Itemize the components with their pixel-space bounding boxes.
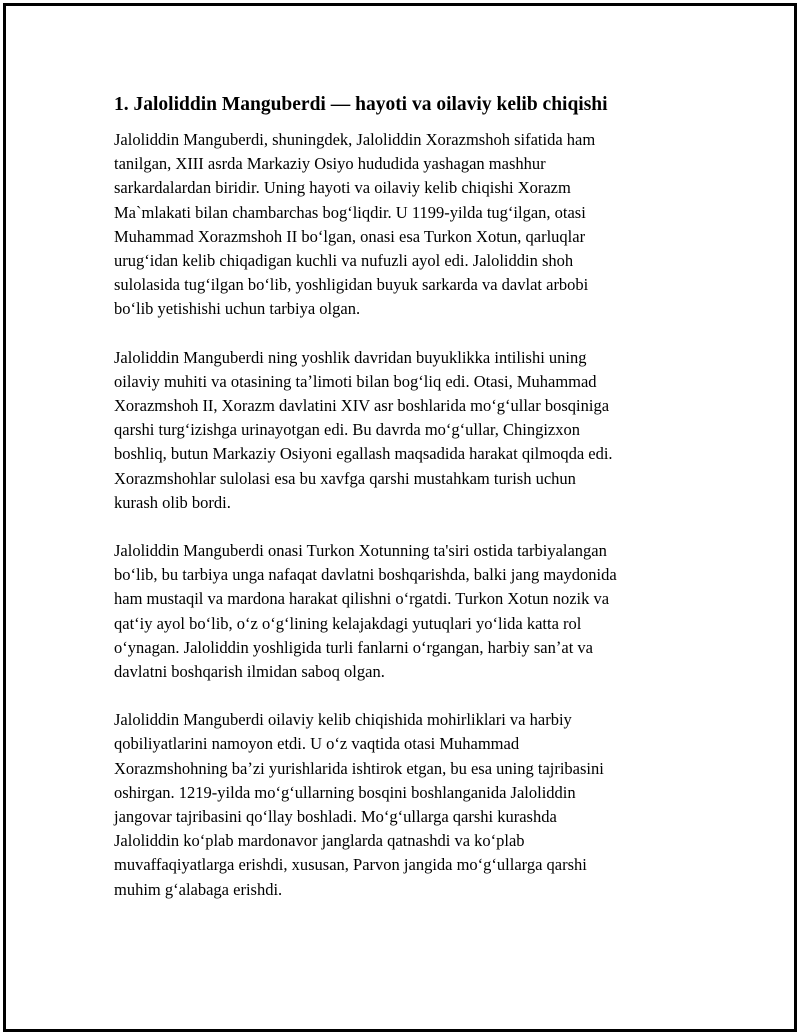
text-line: muhim gʻalabaga erishdi. (114, 879, 283, 899)
text-line: boʻlib yetishishi uchun tarbiya olgan. (114, 299, 361, 319)
text-line: Jaloliddin Manguberdi oilaviy kelib chiqishida mohirliklari va harbiy (114, 710, 572, 730)
text-line: boshliq, butun Markaziy Osiyoni egallash maqsadida harakat qilmoqda edi. (114, 444, 613, 464)
paragraph-4 (114, 708, 694, 902)
text-line: Muhammad Xorazmshoh II boʻlgan, onasi esa Turkon Xotun, qarluqlar (114, 226, 586, 246)
text-line: oʻynagan. Jaloliddin yoshligida turli fanlarni oʻrgangan, harbiy sanʼat va (114, 637, 593, 657)
text-line: ham mustaqil va mardona harakat qilishni oʻrgatdi. Turkon Xotun nozik va (114, 589, 610, 609)
text-line: boʻlib, bu tarbiya unga nafaqat davlatni boshqarishda, balki jang maydonida (114, 565, 617, 585)
text-line: tanilgan, XIII asrda Markaziy Osiyo hududida yashagan mashhur (114, 154, 546, 174)
text-line: oilaviy muhiti va otasining taʼlimoti bilan bogʻliq edi. Otasi, Muhammad (114, 371, 597, 391)
text-line: Ma`mlakati bilan chambarchas bogʻliqdir. U 1199-yilda tugʻilgan, otasi (114, 202, 586, 222)
text-line: sarkardalardan biridir. Uning hayoti va oilaviy kelib chiqishi Xorazm (114, 178, 571, 198)
text-line: Jaloliddin Manguberdi onasi Turkon Xotunning ta'siri ostida tarbiyalangan (114, 541, 607, 561)
text-line: qobiliyatlarini namoyon etdi. U oʻz vaqtida otasi Muhammad (114, 734, 520, 754)
document-body (114, 92, 694, 926)
text-line: oshirgan. 1219-yilda moʻgʻullarning bosqini boshlanganida Jaloliddin (114, 782, 576, 802)
text-line: Xorazmshohning baʼzi yurishlarida ishtirok etgan, bu esa uning tajribasini (114, 758, 604, 778)
text-line: Jaloliddin Manguberdi, shuningdek, Jaloliddin Xorazmshoh sifatida ham (114, 130, 596, 149)
paragraph-1 (114, 128, 694, 322)
text-line: urugʻidan kelib chiqadigan kuchli va nufuzli ayol edi. Jaloliddin shoh (114, 251, 574, 271)
text-line: Xorazmshohlar sulolasi esa bu xavfga qarshi mustahkam turish uchun (114, 468, 576, 488)
section-heading: 1. Jaloliddin Manguberdi — hayoti va oilaviy kelib chiqishi (114, 94, 608, 115)
text-line: muvaffaqiyatlarga erishdi, xususan, Parvon jangida moʻgʻullarga qarshi (114, 855, 587, 875)
text-line: sulolasida tugʻilgan boʻlib, yoshligidan buyuk sarkarda va davlat arbobi (114, 275, 589, 295)
text-line: qatʻiy ayol boʻlib, oʻz oʻgʻlining kelajakdagi yutuqlari yoʻlida katta rol (114, 613, 582, 633)
text-line: Jaloliddin koʻplab mardonavor janglarda qatnashdi va koʻplab (114, 831, 525, 851)
text-line: jangovar tajribasini qoʻllay boshladi. Moʻgʻullarga qarshi kurashda (114, 807, 557, 827)
text-line: Xorazmshoh II, Xorazm davlatini XIV asr boshlarida moʻgʻullar bosqiniga (114, 396, 610, 416)
text-line: kurash olib bordi. (114, 492, 231, 512)
paragraph-3 (114, 539, 694, 684)
paragraph-2 (114, 346, 694, 515)
text-line: davlatni boshqarish ilmidan saboq olgan. (114, 662, 385, 682)
text-line: Jaloliddin Manguberdi ning yoshlik davridan buyuklikka intilishi uning (114, 347, 587, 367)
text-line: qarshi turgʻizishga urinayotgan edi. Bu davrda moʻgʻullar, Chingizxon (114, 420, 580, 440)
